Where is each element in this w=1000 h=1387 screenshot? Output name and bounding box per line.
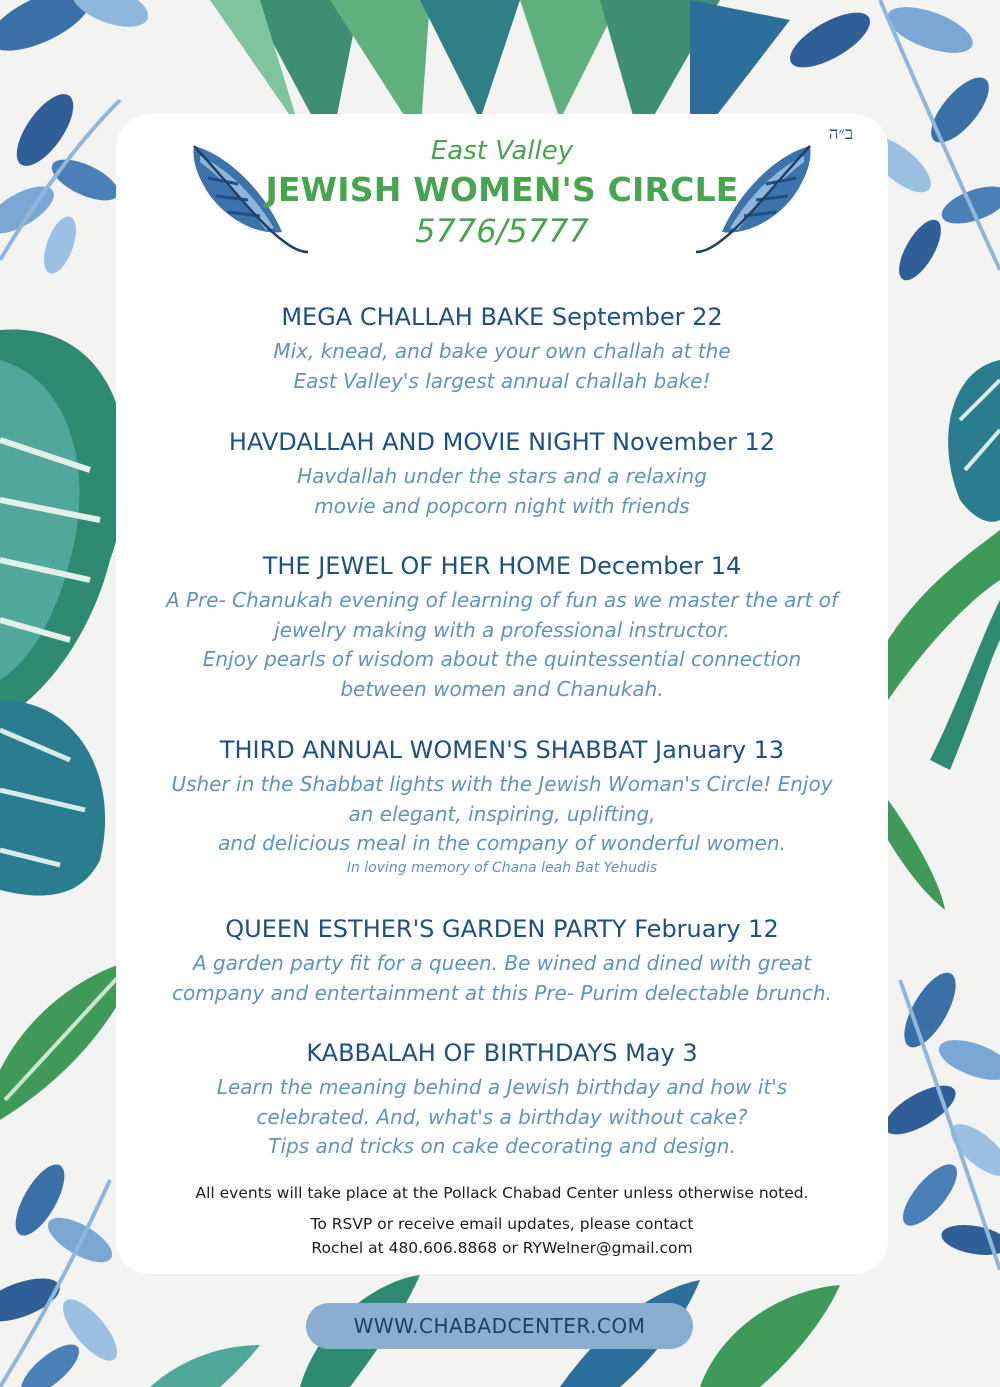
event-description-line: company and entertainment at this Pre- Purim delectable brunch. xyxy=(172,980,832,1005)
event-description-line: movie and popcorn night with friends xyxy=(314,493,690,518)
event-item xyxy=(116,427,888,521)
event-item xyxy=(116,551,888,704)
event-title: HAVDALLAH AND MOVIE NIGHT November 12 xyxy=(228,428,776,456)
event-item xyxy=(116,1038,888,1162)
event-title: MEGA CHALLAH BAKE September 22 xyxy=(281,303,723,331)
event-description xyxy=(116,949,888,1008)
memorial-note: In loving memory of Chana leah Bat Yehudis xyxy=(346,859,658,876)
event-description xyxy=(116,462,888,521)
event-item xyxy=(116,735,888,877)
event-description-line: an elegant, inspiring, uplifting, xyxy=(348,801,656,826)
hebrew-mark: ב״ה xyxy=(828,124,854,144)
event-description-line: East Valley's largest annual challah bake! xyxy=(293,368,711,393)
event-item xyxy=(116,302,888,396)
page-title: JEWISH WOMEN'S CIRCLE xyxy=(265,170,739,209)
event-description xyxy=(116,1073,888,1162)
event-title: QUEEN ESTHER'S GARDEN PARTY February 12 xyxy=(225,915,779,943)
event-title: THIRD ANNUAL WOMEN'S SHABBAT January 13 xyxy=(219,736,785,764)
event-description-line: Havdallah under the stars and a relaxing xyxy=(297,464,707,488)
header-years: 5776/5777 xyxy=(415,212,589,250)
event-description-line: Learn the meaning behind a Jewish birthday and how it's xyxy=(216,1075,788,1099)
event-description-line: Tips and tricks on cake decorating and design. xyxy=(268,1134,736,1158)
website-link[interactable]: WWW.CHABADCENTER.COM xyxy=(306,1303,693,1349)
event-description-line: between women and Chanukah. xyxy=(340,676,664,701)
event-description xyxy=(116,337,888,396)
event-description-line: and delicious meal in the company of wonderful women. xyxy=(218,831,786,855)
rsvp-contact-line: Rochel at 480.606.8868 or RYWelner@gmail.com xyxy=(311,1239,693,1257)
header-subtitle: East Valley xyxy=(430,136,574,166)
event-description-line: A Pre- Chanukah evening of learning of fun as we master the art of xyxy=(165,588,839,612)
event-description xyxy=(116,586,888,704)
event-title: THE JEWEL OF HER HOME December 14 xyxy=(262,552,742,580)
location-note: All events will take place at the Pollack Chabad Center unless otherwise noted. xyxy=(195,1184,809,1202)
rsvp-line: To RSVP or receive email updates, please contact xyxy=(310,1215,694,1233)
event-description xyxy=(116,770,888,859)
event-description-line: A garden party fit for a queen. Be wined and dined with great xyxy=(192,951,812,975)
event-title: KABBALAH OF BIRTHDAYS May 3 xyxy=(306,1039,698,1067)
event-description-line: jewelry making with a professional instructor. xyxy=(274,617,730,642)
event-description-line: celebrated. And, what's a birthday without cake? xyxy=(256,1104,748,1129)
event-item xyxy=(116,914,888,1008)
event-description-line: Usher in the Shabbat lights with the Jewish Woman's Circle! Enjoy xyxy=(171,772,833,796)
event-description-line: Mix, knead, and bake your own challah at the xyxy=(273,339,731,363)
event-description-line: Enjoy pearls of wisdom about the quintessential connection xyxy=(202,647,802,671)
